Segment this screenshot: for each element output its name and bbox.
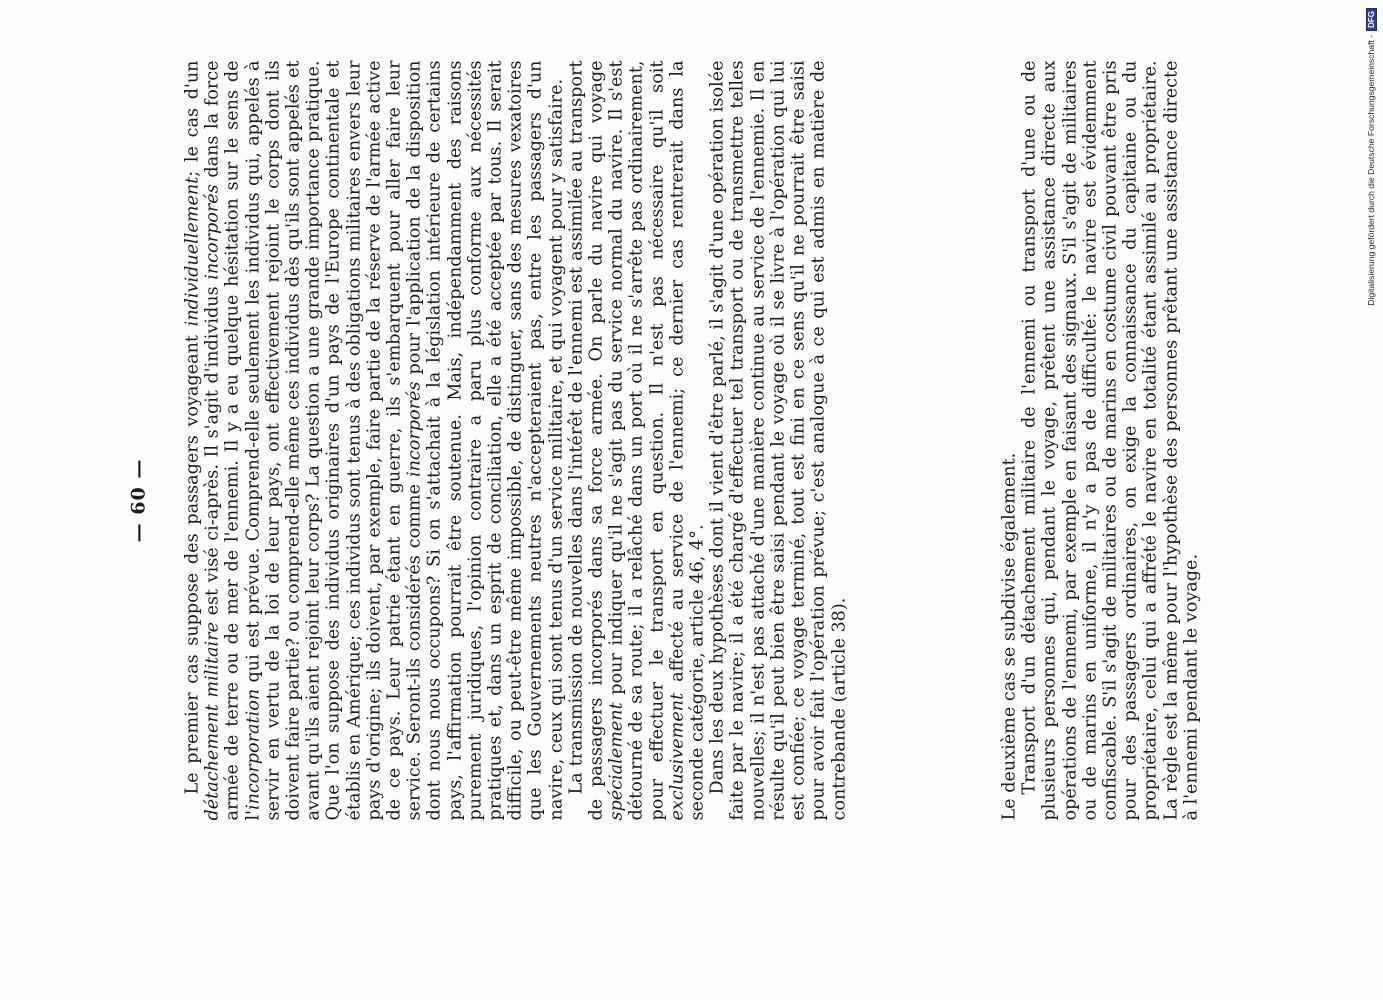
paragraph-2-emphasis-2: exclusivement	[667, 692, 688, 821]
paragraph-2-lead: La transmission de nouvelles dans l'intérêt de l'ennemi est assimilée au transport de passagers incorporés dans sa force armée. On parle du navire qui voyage	[566, 60, 607, 821]
paragraph-2	[566, 61, 707, 821]
paragraph-1-emphasis-2: détachement militaire	[202, 622, 223, 821]
paragraph-1-emphasis-3: incorporés	[202, 184, 223, 280]
paragraph-1-emphasis-1: individuellement	[182, 176, 203, 327]
paragraph-1-continuation: pour l'application de la disposition dont nous nous occupons? Si on s'attachait à la législation intérieure de certains pays, l'affirmation pourrait être soutenue. Mais, indépendamment des raisons purement juridiques, l'opinion contraire a paru plus conforme aux nécessités pratiques et, dans un esprit de conciliation, elle a été acceptée par tous. Il serait difficile, ou peut-être même impossible, de distinguer, sans des mesures vexatoires que les Gouvernements neutres n'accepteraient pas, entre les passagers d'un navire, ceux qui sont tenus d'un service militaire, et qui voyagent pour y satisfaire.	[404, 60, 567, 821]
upper-text-block	[183, 61, 850, 821]
paragraph-2-tail: affecté au service de l'ennemi; ce dernier cas rentrerait dans la seconde catégorie, article 46, 4°.	[667, 60, 708, 821]
dfg-logo: DFG	[1366, 8, 1377, 31]
paragraph-1-emphasis-5: incorporés	[404, 381, 425, 478]
paragraph-1-lead: Le premier cas suppose des passagers voyageant	[182, 326, 203, 795]
paragraph-1-mid-2: est visé ci-après. Il s'agit d'individus	[202, 279, 223, 623]
paragraph-1-mid-3: dans la force armée de terre ou de mer de l'ennemi. Il y a eu quelque hésitation sur le sens de l'	[202, 60, 264, 821]
lower-text-block	[1000, 61, 1202, 821]
digitization-stamp	[1364, 8, 1378, 388]
paragraph-1	[183, 61, 567, 821]
paragraph-4: Transport d'un détachement militaire de l'ennemi ou transport d'une ou de plusieurs personnes qui, pendant le voyage, prêtent une assistance directe aux opérations de l'ennemi, par exemple en faisant des signaux. S'il s'agit de militaires ou de marins en uniforme, il n'y a pas de difficulté: le navire est évidemment confiscable. S'il s'agit de militaires ou de marins en costume civil pouvant être pris pour des passagers ordinaires, on exige la connaissance du capitaine ou du propriétaire, celui qui a affrété le navire en totalité étant assimilé au propriétaire. La règle est la même pour l'hypothèse des personnes prêtant une assistance directe à l'ennemi pendant le voyage.	[1019, 60, 1202, 821]
subheading: Le deuxième cas se subdivise également.	[999, 452, 1020, 821]
rotated-page-content	[0, 1, 1383, 1001]
paragraph-1-tail: qui est prévue. Comprend-elle seulement les individus qui, appelés à servir en vertu de la loi de leur pays, ont effectivement rejoint le corps dont ils doivent faire partie? ou comprend-elle même ces individus dès qu'ils sont appelés et avant qu'ils aient rejoint leur corps? La question a une grande importance pratique. Que l'on suppose des individus originaires d'un pays de l'Europe continentale et établis en Amérique; ces individus sont tenus à des obligations militaires envers leur pays d'origine; ils doivent, par exemple, faire partie de la réserve de l'armée active de ce pays. Leur patrie étant en guerre, ils s'embarquent pour aller faire leur service. Seront-ils considérés comme	[243, 60, 425, 821]
paragraph-1-emphasis-4: incorporation	[243, 688, 264, 811]
paragraph-3: Dans les deux hypothèses dont il vient d'être parlé, il s'agit d'une opération isolée faite par le navire; il a été chargé d'effectuer tel transport ou de transmettre telles nouvelles; il n'est pas attaché d'une manière continue au service de l'ennemie. Il en résulte qu'il peut bien être saisi pendant le voyage où il se livre à l'opération qui lui est confiée; ce voyage terminé, tout est fini en ce sens qu'il ne pourrait être saisi pour avoir fait l'opération prévue; c'est analogue à ce qui est admis en matière de contrebande (article 38).	[707, 60, 849, 821]
page-number: — 60 —	[127, 458, 150, 543]
paragraph-1-mid-1: ; le cas d'un	[182, 60, 203, 177]
paragraph-2-mid-1: pour indiquer qu'il ne s'agit pas du service normal du navire. Il s'est détourné de sa route; il a relâché dans un port où il ne s'arrête pas ordinairement, pour effectuer le transport en question. Il n'est pas nécessaire qu'il soit	[606, 60, 668, 821]
paragraph-2-emphasis-1: spécialement	[606, 702, 627, 821]
digitization-stamp-text: Digitalisierung gefördert durch die Deutsche Forschungsgemeinschaft -	[1366, 34, 1376, 306]
